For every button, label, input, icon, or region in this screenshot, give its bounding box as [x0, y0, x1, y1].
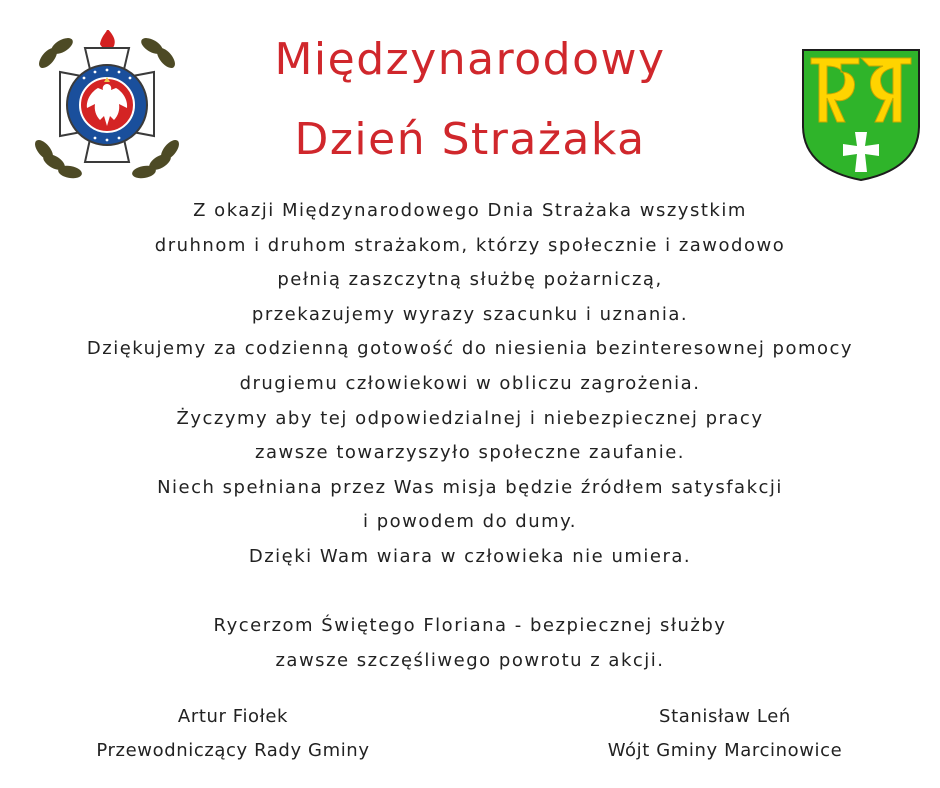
- paragraph-spacer: [20, 575, 920, 610]
- message-line: zawsze towarzyszyło społeczne zaufanie.: [255, 442, 685, 464]
- osp-badge-icon: [30, 30, 184, 180]
- marcinowice-coat-of-arms-icon: [801, 48, 921, 182]
- signature-left: [60, 700, 406, 768]
- message-line: Życzymy aby tej odpowiedzialnej i niebezpiecznej pracy: [176, 407, 764, 429]
- message-line: Dziękujemy za codzienną gotowość do niesienia bezinteresownej pomocy: [86, 338, 854, 360]
- marcinowice-crest-logo: [801, 48, 921, 182]
- message-line: druhnom i druhom strażakom, którzy społecznie i zawodowo: [154, 234, 786, 256]
- message-line: Niech spełniana przez Was misja będzie źródłem satysfakcji: [157, 476, 783, 498]
- signatory-name: Stanisław Leń: [659, 706, 791, 727]
- greeting-message: [20, 194, 920, 678]
- message-line: pełnią zaszczytną służbę pożarniczą,: [277, 269, 663, 291]
- message-line: drugiemu człowiekowi w obliczu zagrożenia.: [239, 372, 701, 394]
- message-line: Dzięki Wam wiara w człowieka nie umiera.: [248, 545, 692, 567]
- signatory-role: Przewodniczący Rady Gminy: [96, 740, 370, 761]
- signatory-role: Wójt Gminy Marcinowice: [607, 740, 843, 761]
- title-line-2: Dzień Strażaka: [294, 114, 646, 165]
- osp-badge-logo: [30, 30, 184, 180]
- closing-line: Rycerzom Świętego Floriana - bezpiecznej służby: [213, 615, 727, 637]
- message-line: i powodem do dumy.: [363, 511, 577, 533]
- title-line-1: Międzynarodowy: [274, 34, 666, 85]
- closing-line: zawsze szczęśliwego powrotu z akcji.: [275, 649, 665, 671]
- signature-right: [560, 700, 890, 768]
- message-line: przekazujemy wyrazy szacunku i uznania.: [251, 303, 689, 325]
- signatory-name: Artur Fiołek: [177, 706, 289, 727]
- message-line: Z okazji Międzynarodowego Dnia Strażaka wszystkim: [193, 200, 747, 221]
